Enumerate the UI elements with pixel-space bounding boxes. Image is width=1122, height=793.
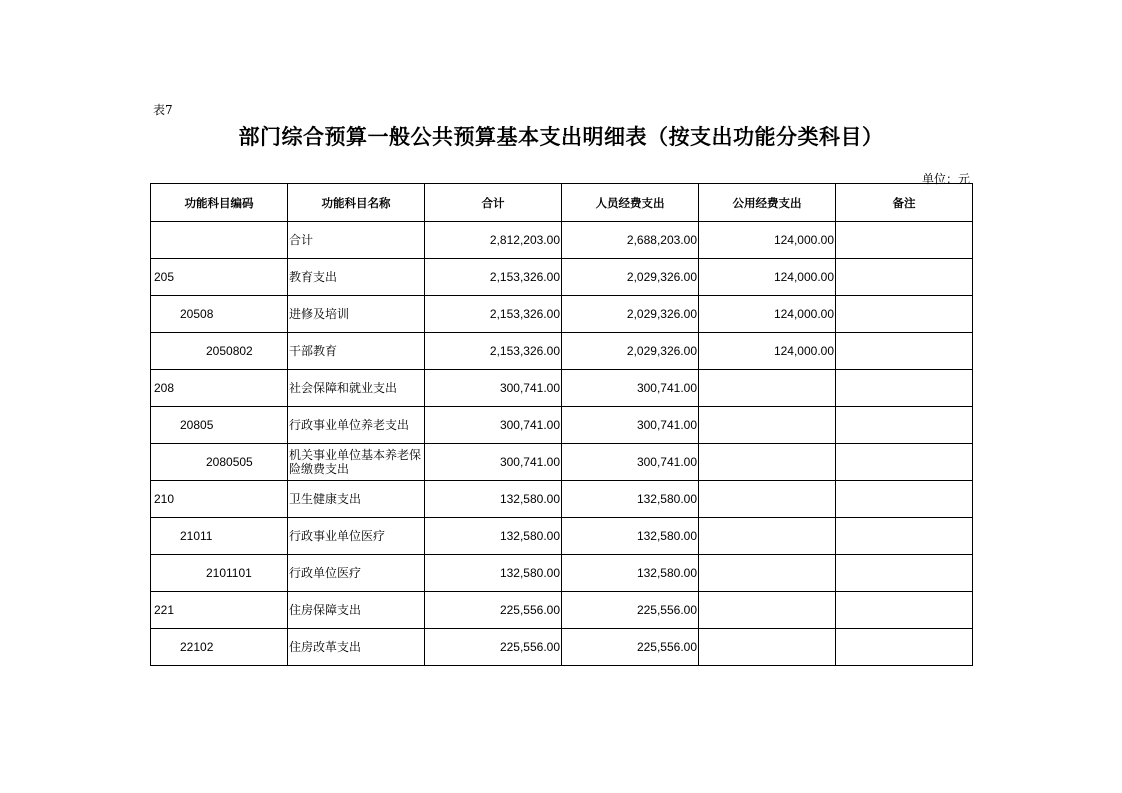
row-total: 2,812,203.00 bbox=[425, 222, 562, 259]
row-note bbox=[836, 407, 973, 444]
row-name: 行政单位医疗 bbox=[288, 555, 425, 592]
table-row bbox=[151, 629, 973, 666]
row-name: 机关事业单位基本养老保险缴费支出 bbox=[288, 444, 425, 481]
row-name: 干部教育 bbox=[288, 333, 425, 370]
row-total: 225,556.00 bbox=[425, 592, 562, 629]
row-personnel: 2,029,326.00 bbox=[562, 259, 699, 296]
row-note bbox=[836, 222, 973, 259]
row-total: 300,741.00 bbox=[425, 370, 562, 407]
header-total: 合计 bbox=[425, 184, 562, 222]
row-public bbox=[699, 444, 836, 481]
row-personnel: 225,556.00 bbox=[562, 629, 699, 666]
row-code: 205 bbox=[151, 259, 288, 296]
row-code: 2101101 bbox=[151, 555, 288, 592]
row-name: 社会保障和就业支出 bbox=[288, 370, 425, 407]
row-code: 208 bbox=[151, 370, 288, 407]
table-row-total bbox=[151, 222, 973, 259]
header-note: 备注 bbox=[836, 184, 973, 222]
row-note bbox=[836, 592, 973, 629]
row-personnel: 2,688,203.00 bbox=[562, 222, 699, 259]
row-code bbox=[151, 222, 288, 259]
row-total: 300,741.00 bbox=[425, 444, 562, 481]
row-personnel: 132,580.00 bbox=[562, 481, 699, 518]
row-public bbox=[699, 370, 836, 407]
row-name: 行政事业单位养老支出 bbox=[288, 407, 425, 444]
row-total: 300,741.00 bbox=[425, 407, 562, 444]
row-note bbox=[836, 444, 973, 481]
header-public: 公用经费支出 bbox=[699, 184, 836, 222]
row-personnel: 2,029,326.00 bbox=[562, 296, 699, 333]
row-public bbox=[699, 592, 836, 629]
row-code: 22102 bbox=[151, 629, 288, 666]
row-public: 124,000.00 bbox=[699, 259, 836, 296]
row-code: 221 bbox=[151, 592, 288, 629]
table-row bbox=[151, 296, 973, 333]
row-name: 合计 bbox=[288, 222, 425, 259]
row-name: 进修及培训 bbox=[288, 296, 425, 333]
table-row bbox=[151, 444, 973, 481]
table-row bbox=[151, 370, 973, 407]
row-note bbox=[836, 370, 973, 407]
row-personnel: 300,741.00 bbox=[562, 407, 699, 444]
row-code: 2050802 bbox=[151, 333, 288, 370]
header-name: 功能科目名称 bbox=[288, 184, 425, 222]
row-public bbox=[699, 407, 836, 444]
row-public bbox=[699, 629, 836, 666]
unit-label: 单位：元 bbox=[921, 172, 970, 186]
row-total: 225,556.00 bbox=[425, 629, 562, 666]
page-title: 部门综合预算一般公共预算基本支出明细表（按支出功能分类科目） bbox=[238, 124, 884, 149]
row-code: 2080505 bbox=[151, 444, 288, 481]
table-row bbox=[151, 592, 973, 629]
row-personnel: 300,741.00 bbox=[562, 370, 699, 407]
table-row bbox=[151, 333, 973, 370]
row-personnel: 225,556.00 bbox=[562, 592, 699, 629]
row-personnel: 132,580.00 bbox=[562, 518, 699, 555]
row-public: 124,000.00 bbox=[699, 222, 836, 259]
row-personnel: 132,580.00 bbox=[562, 555, 699, 592]
row-total: 132,580.00 bbox=[425, 481, 562, 518]
header-row bbox=[151, 184, 973, 222]
row-public bbox=[699, 481, 836, 518]
row-total: 132,580.00 bbox=[425, 555, 562, 592]
row-name: 卫生健康支出 bbox=[288, 481, 425, 518]
row-note bbox=[836, 333, 973, 370]
row-total: 2,153,326.00 bbox=[425, 259, 562, 296]
table-row bbox=[151, 259, 973, 296]
row-note bbox=[836, 259, 973, 296]
row-code: 21011 bbox=[151, 518, 288, 555]
row-name: 行政事业单位医疗 bbox=[288, 518, 425, 555]
row-code: 20508 bbox=[151, 296, 288, 333]
row-note bbox=[836, 629, 973, 666]
row-name: 教育支出 bbox=[288, 259, 425, 296]
row-public bbox=[699, 555, 836, 592]
row-total: 2,153,326.00 bbox=[425, 296, 562, 333]
row-note bbox=[836, 518, 973, 555]
header-code: 功能科目编码 bbox=[151, 184, 288, 222]
header-personnel: 人员经费支出 bbox=[562, 184, 699, 222]
table-row bbox=[151, 555, 973, 592]
table-row bbox=[151, 481, 973, 518]
row-total: 2,153,326.00 bbox=[425, 333, 562, 370]
table-label: 表7 bbox=[153, 103, 173, 117]
table-row bbox=[151, 407, 973, 444]
row-note bbox=[836, 296, 973, 333]
row-public: 124,000.00 bbox=[699, 296, 836, 333]
row-personnel: 300,741.00 bbox=[562, 444, 699, 481]
row-total: 132,580.00 bbox=[425, 518, 562, 555]
row-note bbox=[836, 555, 973, 592]
row-name: 住房改革支出 bbox=[288, 629, 425, 666]
row-public bbox=[699, 518, 836, 555]
row-name: 住房保障支出 bbox=[288, 592, 425, 629]
row-personnel: 2,029,326.00 bbox=[562, 333, 699, 370]
row-code: 20805 bbox=[151, 407, 288, 444]
budget-table bbox=[150, 183, 973, 666]
row-note bbox=[836, 481, 973, 518]
row-public: 124,000.00 bbox=[699, 333, 836, 370]
table-row bbox=[151, 518, 973, 555]
row-code: 210 bbox=[151, 481, 288, 518]
